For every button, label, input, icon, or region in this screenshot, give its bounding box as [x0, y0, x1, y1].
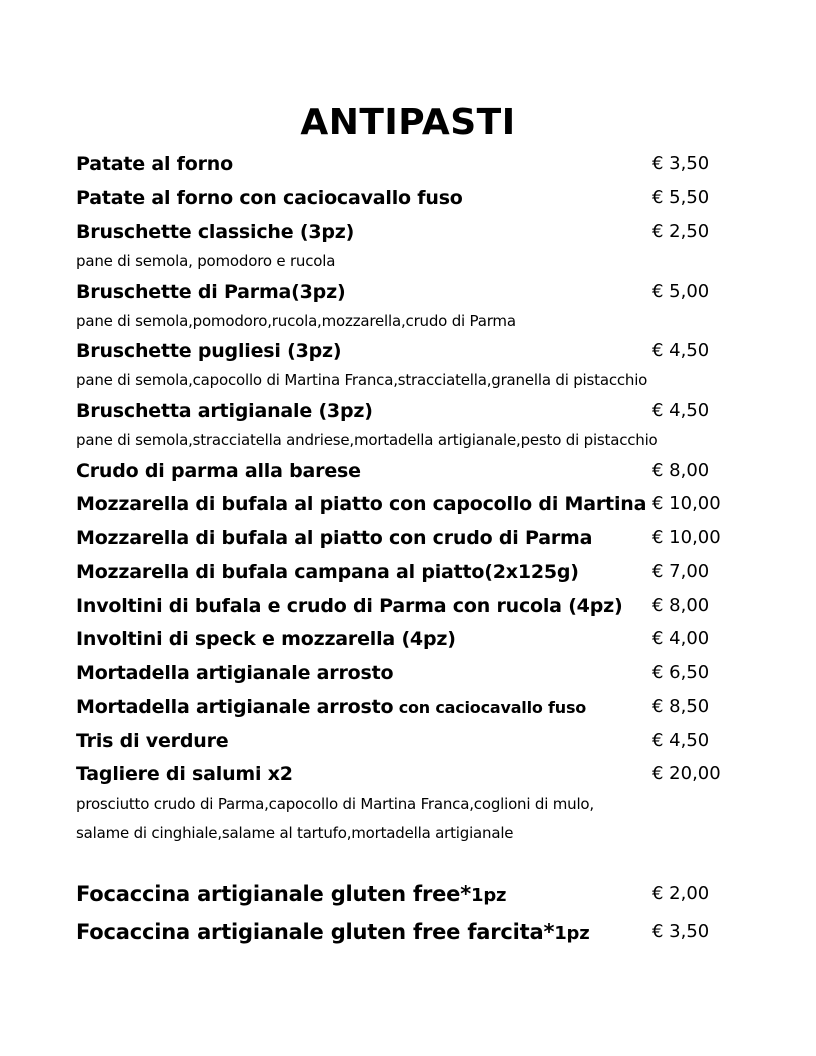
menu-item [76, 183, 736, 213]
item-price: € 5,50 [652, 187, 710, 208]
menu-item [76, 336, 736, 366]
item-price: € 2,50 [652, 221, 710, 242]
menu-item [76, 591, 736, 621]
item-name-text: Focaccina artigianale gluten free farcita* [76, 920, 555, 944]
item-price: € 10,00 [652, 493, 721, 514]
menu-item [76, 217, 736, 247]
item-price: € 20,00 [652, 763, 721, 784]
item-price: € 4,00 [652, 628, 710, 649]
item-description: pane di semola, pomodoro e rucola [76, 252, 336, 270]
item-name [76, 917, 590, 949]
item-name: Mortadella artigianale arrosto [76, 662, 394, 684]
item-price: € 6,50 [652, 662, 710, 683]
item-name: Patate al forno con caciocavallo fuso [76, 187, 463, 209]
menu-item [76, 624, 736, 654]
menu-item [76, 692, 736, 722]
item-name: Bruschette pugliesi (3pz) [76, 340, 342, 362]
item-name: Tagliere di salumi x2 [76, 763, 293, 785]
item-name [76, 879, 506, 911]
menu-item [76, 917, 736, 947]
item-name: Involtini di bufala e crudo di Parma con rucola (4pz) [76, 595, 623, 617]
item-name: Bruschetta artigianale (3pz) [76, 400, 373, 422]
item-description: prosciutto crudo di Parma,capocollo di Martina Franca,coglioni di mulo, [76, 795, 594, 813]
item-price: € 3,50 [652, 921, 710, 942]
item-description: pane di semola,pomodoro,rucola,mozzarella,crudo di Parma [76, 312, 516, 330]
item-price: € 7,00 [652, 561, 710, 582]
item-price: € 4,50 [652, 340, 710, 361]
item-price: € 8,00 [652, 460, 710, 481]
menu-item [76, 726, 736, 756]
item-name: Patate al forno [76, 153, 233, 175]
item-name-suffix: con caciocavallo fuso [393, 698, 587, 717]
item-price: € 3,50 [652, 153, 710, 174]
item-price: € 4,50 [652, 400, 710, 421]
item-name-suffix: 1pz [471, 885, 507, 906]
menu-item [76, 489, 736, 519]
menu-item [76, 149, 736, 179]
item-name: Crudo di parma alla barese [76, 460, 361, 482]
item-price: € 8,50 [652, 696, 710, 717]
menu-item [76, 879, 736, 909]
item-name: Bruschette classiche (3pz) [76, 221, 355, 243]
menu-item [76, 658, 736, 688]
item-name: Involtini di speck e mozzarella (4pz) [76, 628, 456, 650]
item-name-text: Focaccina artigianale gluten free* [76, 882, 471, 906]
item-description: pane di semola,stracciatella andriese,mortadella artigianale,pesto di pistacchio [76, 431, 658, 449]
item-name [76, 692, 586, 723]
menu-item [76, 456, 736, 486]
menu-item [76, 523, 736, 553]
item-name: Mozzarella di bufala campana al piatto(2x125g) [76, 561, 579, 583]
item-price: € 4,50 [652, 730, 710, 751]
menu-title: ANTIPASTI [300, 102, 516, 143]
item-description: pane di semola,capocollo di Martina Franca,stracciatella,granella di pistacchio [76, 371, 648, 389]
item-name-text: Mortadella artigianale arrosto [76, 696, 394, 718]
menu-item [76, 759, 736, 789]
item-price: € 10,00 [652, 527, 721, 548]
item-price: € 8,00 [652, 595, 710, 616]
item-name: Tris di verdure [76, 730, 229, 752]
item-name-suffix: 1pz [554, 923, 590, 944]
menu-item [76, 277, 736, 307]
menu-item [76, 557, 736, 587]
item-price: € 5,00 [652, 281, 710, 302]
item-name: Mozzarella di bufala al piatto con crudo di Parma [76, 527, 593, 549]
item-price: € 2,00 [652, 883, 710, 904]
item-name: Bruschette di Parma(3pz) [76, 281, 346, 303]
item-name: Mozzarella di bufala al piatto con capocollo di Martina [76, 493, 647, 515]
item-description-continued: salame di cinghiale,salame al tartufo,mortadella artigianale [76, 824, 514, 842]
menu-item [76, 396, 736, 426]
